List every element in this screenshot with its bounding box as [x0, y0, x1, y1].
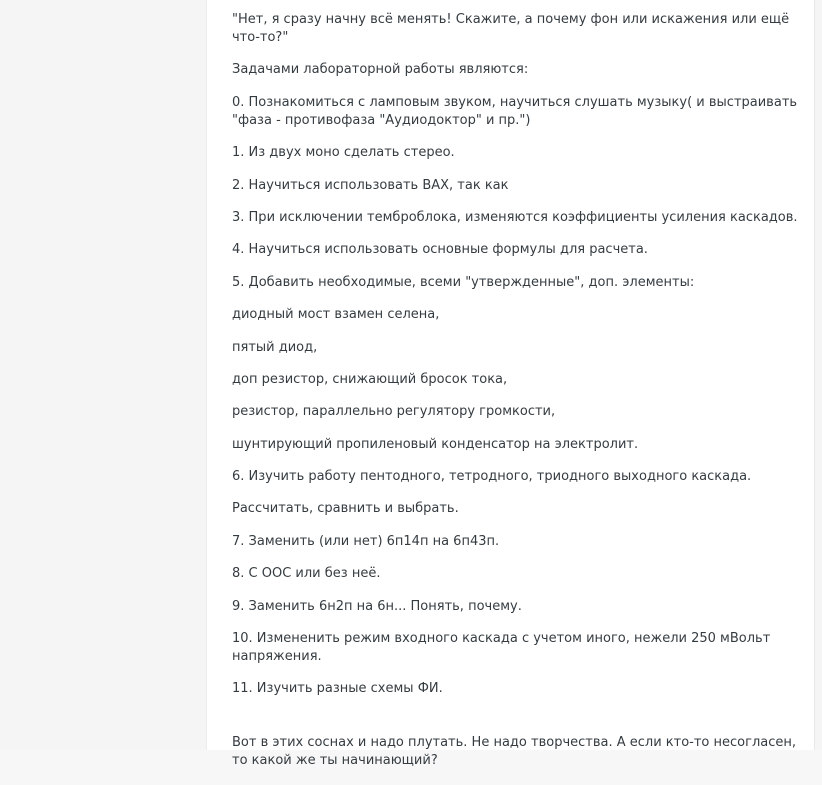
post-content	[207, 0, 815, 769]
task-item-2: 2. Научиться использовать ВАХ, так как	[232, 177, 509, 193]
element-item: пятый диод,	[232, 339, 318, 355]
task-item-6-note: Рассчитать, сравнить и выбрать.	[232, 501, 459, 517]
element-item: шунтирующий пропиленовый конденсатор на электролит.	[232, 436, 639, 452]
tasks-heading: Задачами лабораторной работы являются:	[232, 62, 529, 78]
task-item-6: 6. Изучить работу пентодного, тетродного, триодного выходного каскада.	[232, 469, 752, 485]
closing-paragraph: Вот в этих соснах и надо плутать. Не надо творчества. А если кто-то несогласен, то какой же ты начинающий?	[232, 735, 797, 769]
task-item-8: 8. С ООС или без неё.	[232, 566, 381, 582]
post-body	[232, 11, 802, 785]
task-item-3: 3. При исключении темброблока, изменяются коэффициенты усиления каскадов.	[232, 209, 798, 225]
task-item-10: 10. Измененить режим входного каскада с учетом иного, нежели 250 мВольт напряжения.	[232, 631, 771, 665]
page-edge	[815, 0, 822, 750]
element-item: резистор, параллельно регулятору громкости,	[232, 404, 556, 420]
element-item: доп резистор, снижающий бросок тока,	[232, 371, 508, 387]
task-item-9: 9. Заменить 6н2п на 6н... Понять, почему.	[232, 598, 522, 614]
task-item-1: 1. Из двух моно сделать стерео.	[232, 145, 455, 161]
element-item: диодный мост взамен селена,	[232, 307, 440, 323]
task-item-5: 5. Добавить необходимые, всеми "утвержденные", доп. элементы:	[232, 274, 695, 290]
task-item-0: 0. Познакомиться с ламповым звуком, научиться слушать музыку( и выстраивать "фаза - противофаза "Аудиодоктор" и пр.")	[232, 94, 798, 128]
task-item-4: 4. Научиться использовать основные формулы для расчета.	[232, 242, 648, 258]
task-item-11: 11. Изучить разные схемы ФИ.	[232, 681, 443, 697]
quote-line: "Нет, я сразу начну всё менять! Скажите, а почему фон или искажения или ещё что-то?"	[232, 12, 790, 45]
task-item-7: 7. Заменить (или нет) 6п14п на 6п43п.	[232, 533, 500, 549]
author-sidebar	[0, 0, 207, 750]
